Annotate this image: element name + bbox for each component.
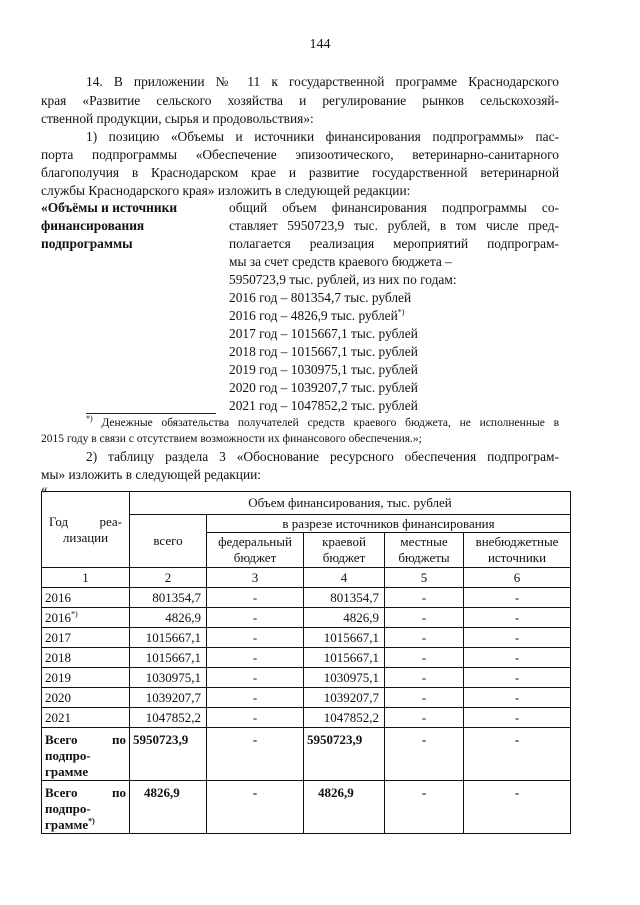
col-number: 3	[207, 568, 304, 588]
position-text-3: полагается реализация мероприятий подпрограм-	[229, 236, 559, 251]
cell-extrabudget: -	[464, 781, 571, 834]
table-row	[42, 608, 571, 628]
item1-line-3: благополучия в Краснодарском крае и развитие государственной ветеринарной	[41, 165, 559, 180]
cell-year: 2017	[42, 628, 130, 648]
open-quote: «	[41, 481, 48, 496]
item1-line-4: службы Краснодарского края» изложить в следующей редакции:	[41, 183, 411, 198]
cell-total: 4826,9	[130, 781, 207, 834]
cell-local: -	[385, 648, 464, 668]
table-row	[42, 648, 571, 668]
year-line-2016-extra: 2016 год – 4826,9 тыс. рублей*)	[229, 307, 405, 323]
table-row	[42, 668, 571, 688]
cell-regional: 5950723,9	[304, 728, 385, 781]
header-extrabudget: внебюджетные источники	[464, 533, 571, 568]
table-row	[42, 688, 571, 708]
footnote-separator	[86, 413, 216, 414]
col-number: 4	[304, 568, 385, 588]
cell-federal: -	[207, 648, 304, 668]
cell-total: 1015667,1	[130, 628, 207, 648]
cell-extrabudget: -	[464, 728, 571, 781]
header-volume: Объем финансирования, тыс. рублей	[130, 492, 571, 515]
cell-year: 2019	[42, 668, 130, 688]
cell-total-label: Всего по подпро- грамме	[42, 728, 130, 781]
position-text-2: ставляет 5950723,9 тыс. рублей, в том числе пред-	[229, 218, 559, 233]
cell-local: -	[385, 668, 464, 688]
item1-line-2: порта подпрограммы «Обеспечение эпизоотического, ветеринарно-санитарного	[41, 147, 559, 162]
year-line-2019: 2019 год – 1030975,1 тыс. рублей	[229, 362, 418, 377]
cell-year: 2016*)	[42, 608, 130, 628]
cell-total: 4826,9	[130, 608, 207, 628]
para14-line-2: края «Развитие сельского хозяйства и регулирование рынков сельскохозяй-	[41, 93, 559, 108]
cell-total: 1030975,1	[130, 668, 207, 688]
header-federal: федеральный бюджет	[207, 533, 304, 568]
position-label-1: «Объёмы и источники	[41, 200, 178, 215]
cell-regional: 1047852,2	[304, 708, 385, 728]
cell-federal: -	[207, 781, 304, 834]
cell-local: -	[385, 728, 464, 781]
cell-local: -	[385, 688, 464, 708]
table-row	[42, 708, 571, 728]
cell-regional: 1015667,1	[304, 628, 385, 648]
position-label-3: подпрограммы	[41, 236, 133, 251]
item1-line-1: 1) позицию «Объемы и источники финансирования подпрограммы» пас-	[86, 129, 559, 144]
col-number: 5	[385, 568, 464, 588]
cell-federal: -	[207, 588, 304, 608]
cell-year: 2021	[42, 708, 130, 728]
table-row	[42, 628, 571, 648]
year-line-2017: 2017 год – 1015667,1 тыс. рублей	[229, 326, 418, 341]
year-line-2016: 2016 год – 801354,7 тыс. рублей	[229, 290, 412, 305]
header-sources: в разрезе источников финансирования	[207, 515, 571, 533]
column-numbers-row	[42, 568, 571, 588]
cell-local: -	[385, 781, 464, 834]
total-row-extra	[42, 781, 571, 834]
total-row	[42, 728, 571, 781]
cell-year: 2018	[42, 648, 130, 668]
position-text-1: общий объем финансирования подпрограммы со-	[229, 200, 559, 215]
cell-extrabudget: -	[464, 648, 571, 668]
cell-regional: 4826,9	[304, 608, 385, 628]
cell-regional: 4826,9	[304, 781, 385, 834]
cell-local: -	[385, 628, 464, 648]
cell-regional: 1030975,1	[304, 668, 385, 688]
header-row-1	[42, 492, 571, 515]
position-label-2: финансирования	[41, 218, 145, 233]
footnote-mark: *)	[86, 414, 93, 424]
header-total: всего	[130, 515, 207, 568]
cell-local: -	[385, 608, 464, 628]
cell-federal: -	[207, 608, 304, 628]
cell-regional: 801354,7	[304, 588, 385, 608]
cell-total: 1015667,1	[130, 648, 207, 668]
cell-year: 2016	[42, 588, 130, 608]
cell-year: 2020	[42, 688, 130, 708]
table-row	[42, 588, 571, 608]
page-number: 144	[309, 37, 331, 52]
finance-table	[41, 491, 571, 834]
cell-total: 1039207,7	[130, 688, 207, 708]
cell-local: -	[385, 708, 464, 728]
position-text-5: 5950723,9 тыс. рублей, из них по годам:	[229, 272, 457, 287]
cell-extrabudget: -	[464, 708, 571, 728]
cell-total: 1047852,2	[130, 708, 207, 728]
para14-line-1: 14. В приложении № 11 к государственной программе Краснодарского	[86, 74, 559, 89]
para14-line-3: ственной продукции, сырья и продовольствия»:	[41, 111, 314, 126]
col-number: 6	[464, 568, 571, 588]
header-local: местные бюджеты	[385, 533, 464, 568]
cell-regional: 1039207,7	[304, 688, 385, 708]
item2-line-1: 2) таблицу раздела 3 «Обоснование ресурсного обеспечения подпрограм-	[86, 449, 559, 464]
cell-federal: -	[207, 628, 304, 648]
header-regional: краевой бюджет	[304, 533, 385, 568]
footnote-ref: *)	[397, 307, 405, 317]
year-line-2021: 2021 год – 1047852,2 тыс. рублей	[229, 398, 418, 413]
year-line-2020: 2020 год – 1039207,7 тыс. рублей	[229, 380, 418, 395]
header-year: Год реа- лизации	[42, 492, 130, 568]
cell-extrabudget: -	[464, 628, 571, 648]
cell-extrabudget: -	[464, 688, 571, 708]
cell-federal: -	[207, 708, 304, 728]
cell-extrabudget: -	[464, 588, 571, 608]
cell-federal: -	[207, 728, 304, 781]
cell-extrabudget: -	[464, 608, 571, 628]
col-number: 2	[130, 568, 207, 588]
year-line-2018: 2018 год – 1015667,1 тыс. рублей	[229, 344, 418, 359]
cell-federal: -	[207, 668, 304, 688]
cell-total-label: Всего по подпро- грамме*)	[42, 781, 130, 834]
footnote-line-2: 2015 году в связи с отсутствием возможности их финансового обеспечения.»;	[41, 433, 422, 445]
cell-total: 801354,7	[130, 588, 207, 608]
cell-federal: -	[207, 688, 304, 708]
col-number: 1	[42, 568, 130, 588]
footnote-line-1: *) Денежные обязательства получателей средств краевого бюджета, не исполненные в	[86, 414, 559, 429]
item2-line-2: мы» изложить в следующей редакции:	[41, 467, 262, 482]
cell-regional: 1015667,1	[304, 648, 385, 668]
cell-total: 5950723,9	[130, 728, 207, 781]
cell-local: -	[385, 588, 464, 608]
cell-extrabudget: -	[464, 668, 571, 688]
position-text-4: мы за счет средств краевого бюджета –	[229, 254, 452, 269]
